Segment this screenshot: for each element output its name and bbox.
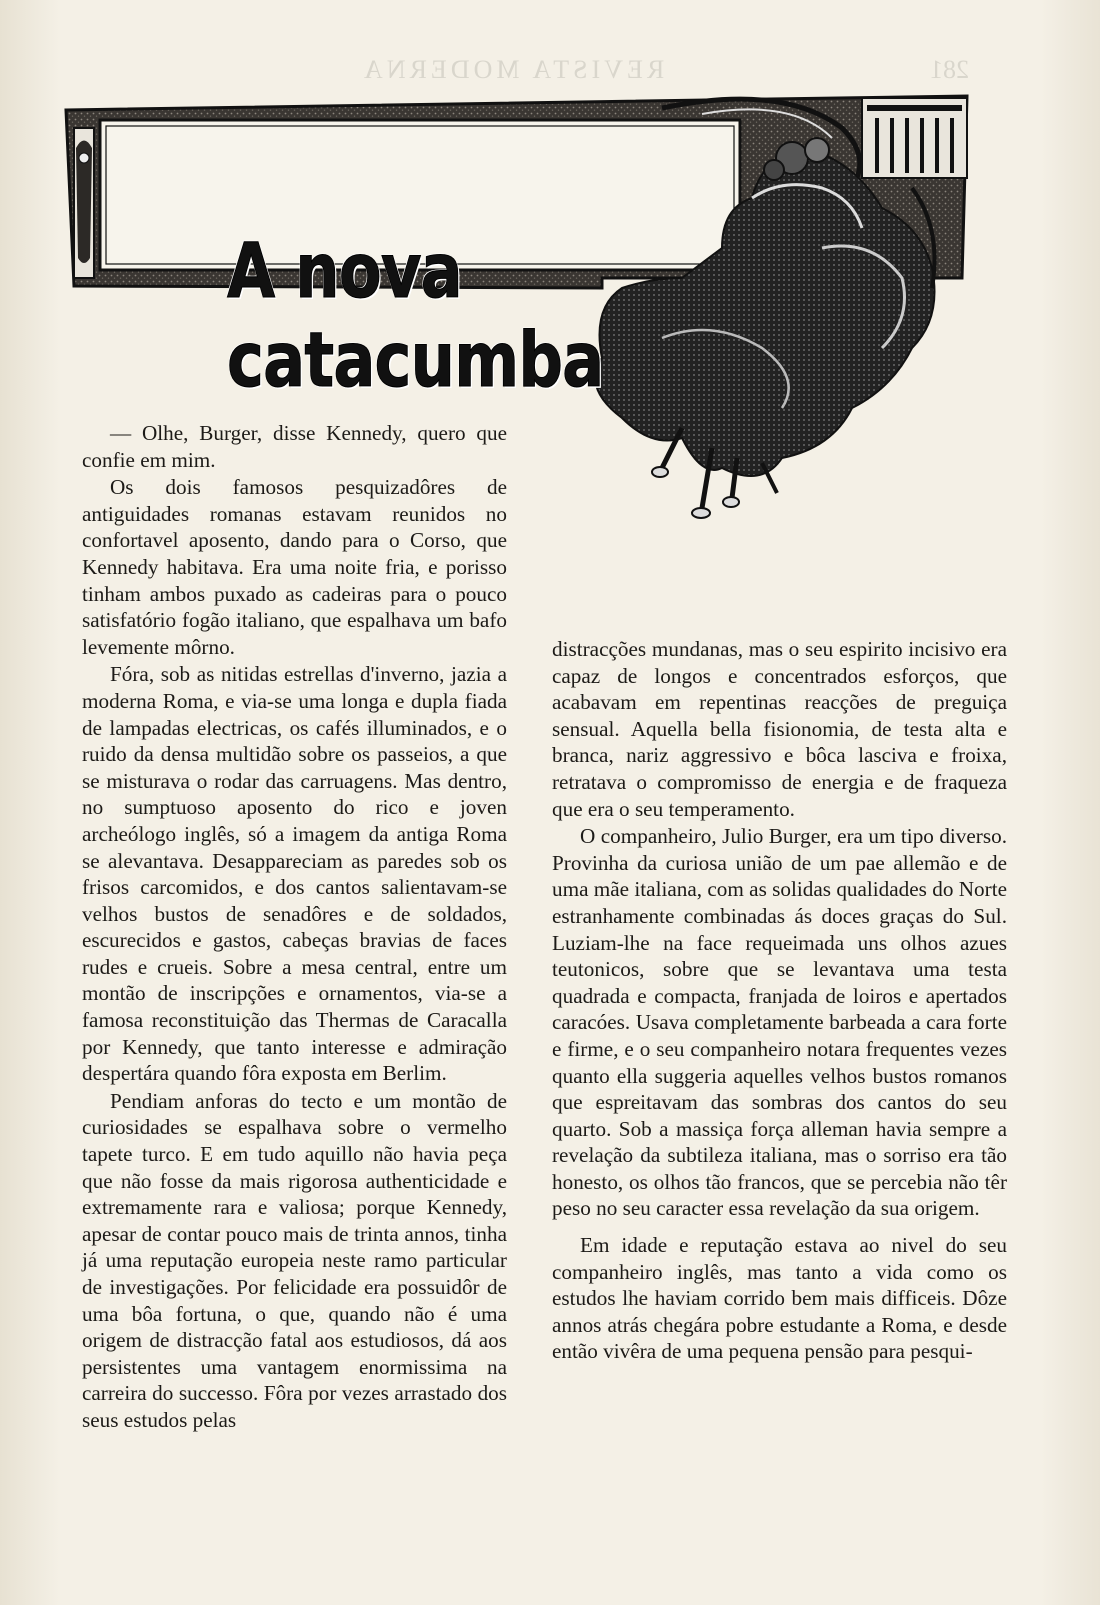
- paragraph: O companheiro, Julio Burger, era um tipo diverso. Provinha da curiosa união de um pae allemão e de uma mãe italiana, com as solidas qualidades do Norte estranhamente combinadas ás doces graças do Sul. Luziam-lhe na face requeimada uns olhos azues teutonicos, sobre que se levantava uma testa quadrada e compacta, franjada de loiros e apertados caracóes. Usava completamente barbeada a cara forte e firme, e o seu companheiro notara frequentes vezes quanto ella suggeria aquelles velhos bustos romanos que espreitavam das sombras dos cantos do seu quarto. Sob a massiça força alleman havia sempre a revelação da subtileza italiana, mas o sorriso era tão honesto, os olhos tão francos, que se percebia não têr peso no seu caracter essa revelação da sua origem.: [552, 824, 1007, 1221]
- paragraph: — Olhe, Burger, disse Kennedy, quero que confie em mim.: [82, 421, 507, 472]
- left-text-column: [82, 420, 507, 1434]
- article-title: A nova catacumba: [227, 226, 604, 404]
- paragraph: distracções mundanas, mas o seu espirito incisivo era capaz de longos e concentrados esforços, que acabavam em repentinas reacções de preguiça sensual. Aquella bella fisionomia, de testa alta e branca, nariz aggressivo e bôca lasciva e froixa, retratava o compromisso de energia e de fraqueza que era o seu temperamento.: [552, 637, 1007, 821]
- paragraph: Fóra, sob as nitidas estrellas d'inverno, jazia a moderna Roma, e via-se uma longa e dupla fiada de lampadas electricas, os cafés illuminados, e o ruido da densa multidão sobre os passeios, a que se misturava o rodar das carruagens. Mas dentro, no sumptuoso aposento do rico e joven archeólogo inglês, só a imagem da antiga Roma se alevantava. Desappareciam as paredes sob os frisos carcomidos, e dos cantos salientavam-se velhos bustos de senadôres e de soldados, escurecidos e gastos, cabeças bravias de faces rudes e crueis. Sobre a mesa central, entre um montão de inscripções e ornamentos, via-se a famosa reconstituição das Thermas de Caracalla por Kennedy, que tanto interesse e admiração despertára quando fôra exposta em Berlim.: [82, 662, 507, 1086]
- paragraph: Pendiam anforas do tecto e um montão de curiosidades se espalhava sobre o vermelho tapete turco. E em tudo aquillo não havia peça que não fosse da mais rigorosa authenticidade e extremamente rara e valiosa; porque Kennedy, apesar de contar pouco mais de trinta annos, tinha já uma reputação europeia neste ramo particular de investigações. Por felicidade era possuidôr de uma bôa fortuna, o que, quando não é uma origem de distracção fatal aos estudiosos, dá aos persistentes uma vantagem enormissima na carreira do successo. Fôra por vezes arrastado dos seus estudos pelas: [82, 1088, 507, 1432]
- paragraph: Os dois famosos pesquizadôres de antiguidades romanas estavam reunidos no confortavel aposento, dando para o Corso, que Kennedy habitava. Era uma noite fria, e porisso tinham ambos puxado as cadeiras para o pouco satisfatório fogão italiano, que espalhava um bafo levemente môrno.: [82, 475, 507, 659]
- paragraph: Em idade e reputação estava ao nivel do seu companheiro inglês, mas tanto a vida como os estudos lhe haviam corrido bem mais difficeis. Dôze annos atrás chegára pobre estudante a Roma, e desde então vivêra de uma pequena pensão para pesqui-: [552, 1233, 1007, 1364]
- bleed-through-page-number: 281: [930, 55, 969, 84]
- right-text-column: [552, 636, 1007, 1365]
- bleed-through-running-head: REVISTA MODERNA: [360, 55, 665, 84]
